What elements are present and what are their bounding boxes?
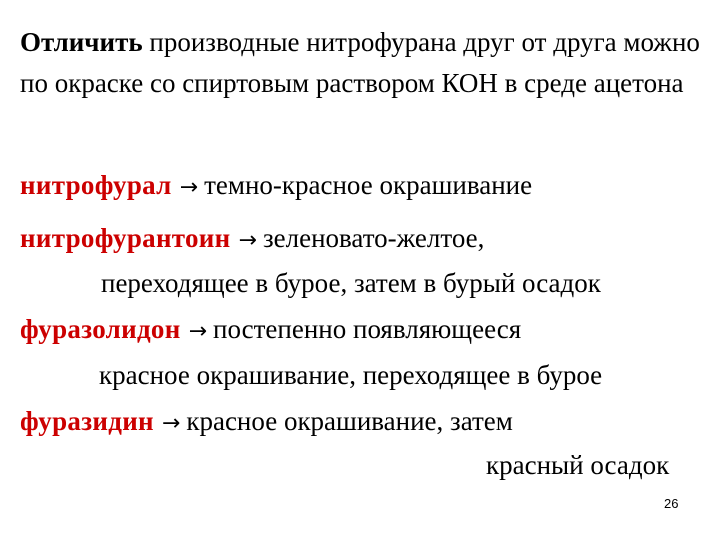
drug-name: нитрофурал bbox=[20, 170, 172, 200]
reaction-text: темно-красное окрашивание bbox=[204, 170, 533, 200]
reaction-text: постепенно появляющееся bbox=[213, 314, 522, 344]
arrow-icon: → bbox=[188, 319, 208, 344]
arrow-icon: → bbox=[238, 228, 257, 253]
intro-text: производные нитрофурана друг от друга можно по окраске со спиртовым раствором КОН в среде ацетона bbox=[20, 27, 700, 98]
arrow-icon: → bbox=[161, 411, 181, 436]
reaction-text: красное окрашивание, затем bbox=[186, 406, 513, 436]
item-nitrofural bbox=[20, 170, 532, 201]
drug-name: фуразолидон bbox=[20, 314, 181, 344]
intro-lead: Отличить bbox=[20, 27, 143, 57]
arrow-icon: → bbox=[179, 175, 199, 200]
intro-paragraph bbox=[20, 22, 710, 104]
item-furazolidone bbox=[20, 314, 521, 345]
reaction-text: зеленовато-желтое, bbox=[262, 223, 485, 253]
page-number: 26 bbox=[664, 496, 679, 511]
item-furazidine bbox=[20, 406, 513, 437]
drug-name: нитрофурантоин bbox=[20, 223, 231, 253]
drug-name: фуразидин bbox=[20, 406, 154, 436]
item-nitrofurantoin-cont: переходящее в бурое, затем в бурый осадок bbox=[101, 268, 601, 298]
item-furazidine-cont: красный осадок bbox=[486, 450, 670, 480]
item-furazolidone-cont: красное окрашивание, переходящее в бурое bbox=[99, 360, 603, 390]
item-nitrofurantoin bbox=[20, 223, 484, 254]
